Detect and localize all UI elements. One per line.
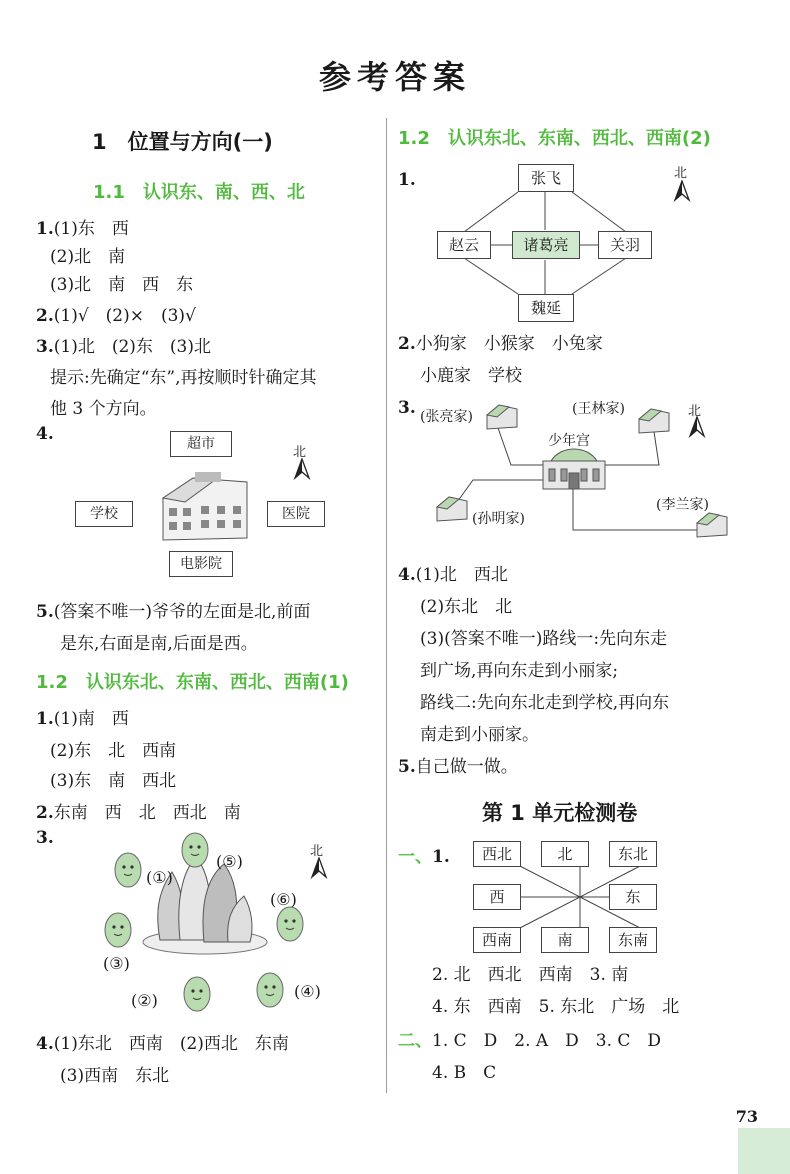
q-number: 2. (398, 334, 416, 354)
map-label-supermarket: 超市 (170, 431, 232, 457)
answer-line: (1)南 西 (53, 709, 129, 729)
answer-line: (2)北 南 (50, 247, 126, 267)
north-arrow-icon (292, 458, 312, 480)
north-arrow-icon (309, 857, 329, 879)
name-box-zhangfei: 张飞 (518, 164, 574, 192)
s121-q4 (36, 1030, 289, 1090)
answer-line: 南走到小丽家。 (420, 725, 539, 745)
answer-line: 路线二:先向东北走到学校,再向东 (420, 693, 670, 713)
q-number: 3. (398, 398, 416, 418)
dir-box-southwest: 西南 (473, 927, 521, 953)
answer-line: 到广场,再向东走到小丽家; (420, 661, 619, 681)
part-label: 一、 (398, 847, 432, 867)
answer-line: 小狗家 小猴家 小兔家 (415, 334, 603, 354)
q-number: 2. (36, 306, 54, 326)
answer-line: 1. C D 2. A D 3. C D (432, 1031, 662, 1051)
answer-line: (2)东 北 西南 (50, 741, 177, 761)
q-number: 4. (36, 424, 54, 444)
position-label: (②) (131, 991, 158, 1010)
q-number: 3. (36, 337, 54, 357)
answer-line: 4. 东 西南 5. 东北 广场 北 (432, 997, 680, 1017)
palace-label: 少年宫 (548, 433, 590, 449)
answer-line: (1)东 西 (53, 219, 129, 239)
north-label: 北 (674, 166, 688, 181)
q-number: 1. (432, 847, 450, 867)
section-heading-1-2-1: 1.2 认识东北、东南、西北、西南(1) (36, 672, 349, 693)
north-arrow-icon (672, 180, 692, 202)
column-divider (386, 118, 387, 1093)
position-label: (⑤) (216, 852, 243, 871)
north-label: 北 (688, 404, 702, 419)
q-number: 1. (398, 170, 416, 190)
answer-line: (答案不唯一)爷爷的左面是北,前面 (53, 602, 311, 622)
page-number: 73 (735, 1107, 758, 1126)
q-number: 1. (36, 709, 54, 729)
page-title: 参考答案 (318, 58, 471, 96)
north-arrow-icon (687, 416, 707, 438)
answer-line: 4. B C (432, 1063, 497, 1083)
hint-line: 提示:先确定“东”,再按顺时针确定其 (50, 368, 317, 388)
name-box-zhugeliang: 诸葛亮 (512, 231, 580, 259)
dir-box-south: 南 (541, 927, 589, 953)
house-label-lilan: (李兰家) (656, 497, 709, 513)
position-label: (①) (146, 868, 173, 887)
dir-box-southeast: 东南 (609, 927, 657, 953)
dir-box-north: 北 (541, 841, 589, 867)
post-office-building (155, 468, 255, 546)
answer-line: (3)(答案不唯一)路线一:先向东走 (420, 629, 668, 649)
answer-line: (1)√ (2)× (3)√ (53, 306, 196, 326)
section-heading-1-1: 1.1 认识东、南、西、北 (93, 182, 305, 203)
answer-line: 2. 北 西北 西南 3. 南 (432, 965, 629, 985)
hint-line: 他 3 个方向。 (50, 399, 157, 419)
answer-line: 东南 西 北 西北 南 (53, 803, 241, 823)
section-heading-1-2-2: 1.2 认识东北、东南、西北、西南(2) (398, 128, 711, 149)
map-label-hospital: 医院 (267, 501, 325, 527)
answer-line: (3)东 南 西北 (50, 771, 177, 791)
dir-box-northeast: 东北 (609, 841, 657, 867)
s11-q5 (36, 598, 310, 658)
answer-line: (1)北 西北 (415, 565, 508, 585)
answer-line: (1)北 (2)东 (3)北 (53, 337, 211, 357)
name-box-guanyu: 关羽 (598, 231, 652, 259)
s122-q4 (398, 561, 669, 781)
page-corner-tab (738, 1128, 790, 1174)
q-number: 1. (36, 219, 54, 239)
answer-line: (1)东北 西南 (2)西北 东南 (53, 1034, 289, 1054)
answer-line: (2)东北 北 (420, 597, 513, 617)
answer-line: 小鹿家 学校 (420, 366, 522, 386)
dir-box-northwest: 西北 (473, 841, 521, 867)
house-label-wanglin: (王林家) (572, 401, 625, 417)
q-number: 4. (398, 565, 416, 585)
dir-box-west: 西 (473, 884, 521, 910)
position-label: (④) (294, 982, 321, 1001)
unit-test-heading: 第 1 单元检测卷 (482, 801, 638, 825)
q-number: 3. (36, 828, 54, 848)
house-label-sunming: (孙明家) (472, 511, 525, 527)
name-box-zhaoyun: 赵云 (437, 231, 491, 259)
answer-line: 自己做一做。 (415, 757, 518, 777)
part-one-label (398, 842, 450, 867)
map-label-cinema: 电影院 (169, 551, 233, 577)
test-part-two (398, 1027, 661, 1087)
s11-answers (36, 215, 317, 423)
answer-line: (3)西南 东北 (60, 1066, 170, 1086)
chapter-heading: 1 位置与方向(一) (92, 130, 273, 154)
north-label: 北 (310, 844, 324, 859)
name-box-weiyan: 魏延 (518, 294, 574, 322)
answer-line: (3)北 南 西 东 (50, 275, 194, 295)
north-label: 北 (293, 445, 307, 460)
part-label: 二、 (398, 1031, 432, 1051)
s121-answers (36, 705, 241, 827)
q-number: 4. (36, 1034, 54, 1054)
q-number: 5. (36, 602, 54, 622)
s122-q2 (398, 330, 603, 390)
q-number: 2. (36, 803, 54, 823)
position-label: (③) (103, 954, 130, 973)
answer-line: 是东,右面是南,后面是西。 (60, 634, 258, 654)
q-number: 5. (398, 757, 416, 777)
position-label: (⑥) (270, 890, 297, 909)
dir-box-east: 东 (609, 884, 657, 910)
map-label-school: 学校 (75, 501, 133, 527)
test-answers (432, 961, 679, 1021)
house-label-zhangliang: (张亮家) (420, 409, 473, 425)
